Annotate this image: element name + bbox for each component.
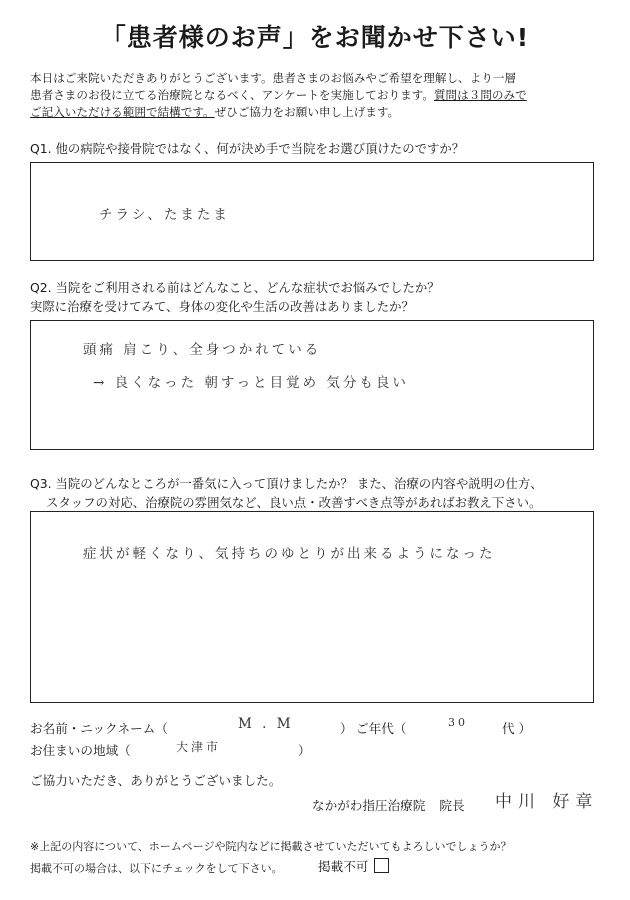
q2-answer-box[interactable] xyxy=(30,320,594,450)
area-label: お住まいの地域（ xyxy=(30,743,131,758)
q1-answer-box[interactable] xyxy=(30,162,594,261)
intro-line-3-underlined: ご記入いただける範囲で結構です。 xyxy=(30,105,215,119)
page-title: 「患者様のお声」をお聞かせ下さい! xyxy=(100,23,530,52)
intro-line-3-text: ぜひご協力をお願い申し上げます。 xyxy=(214,105,400,119)
q3-question-line-2: スタッフの対応、治療院の雰囲気など、良い点・改善すべき点等があればお教え下さい。 xyxy=(46,495,542,510)
q2-answer-line-2: → 良くなった 朝すっと目覚め 気分も良い xyxy=(93,375,409,391)
area-close: ） xyxy=(298,743,311,758)
intro-line-2 xyxy=(30,87,605,104)
intro-line-2-text: 患者さまのお役に立てる治療院となるべく、アンケートを実施しております。 xyxy=(30,88,434,102)
name-label: お名前・ニックネーム（ xyxy=(30,721,168,736)
intro-text xyxy=(30,70,605,121)
intro-line-2-underlined: 質問は３問のみで xyxy=(433,88,527,102)
q3-answer: 症状が軽くなり、気持ちのゆとりが出来るようになった xyxy=(83,546,496,562)
notice-line-2: 掲載不可の場合は、以下にチェックをして下さい。 xyxy=(30,862,283,875)
thanks-text: ご協力いただき、ありがとうございました。 xyxy=(30,773,282,788)
clinic-line xyxy=(312,795,465,814)
publish-opt-out-label: 掲載不可 xyxy=(318,859,369,874)
q2-question-line-1: Q2. 当院をご利用される前はどんなこと、どんな症状でお悩みでしたか？ xyxy=(30,280,440,295)
intro-line-1: 本日はご来院いただきありがとうございます。患者さまのお悩みやご希望を理解し、より一層 xyxy=(30,71,517,85)
area-row xyxy=(30,740,430,760)
name-age-row xyxy=(30,718,590,738)
q1-answer: チラシ、たまたま xyxy=(99,207,230,223)
q3-answer-box[interactable] xyxy=(30,511,594,703)
q3-question-line-1: Q3. 当院のどんなところが一番気に入って頂けましたか？ また、治療の内容や説明の仕方、 xyxy=(30,476,543,491)
publish-opt-out[interactable] xyxy=(318,856,389,875)
director-signature: 中川 好章 xyxy=(495,792,599,812)
name-value[interactable]: M . M xyxy=(238,716,294,732)
clinic-role: 院長 xyxy=(439,798,465,813)
q2-answer-line-1: 頭痛 肩こり、全身つかれている xyxy=(83,342,322,358)
intro-line-3 xyxy=(30,104,605,121)
publish-opt-out-checkbox[interactable] xyxy=(374,858,389,873)
name-close: ） xyxy=(340,721,353,736)
age-value[interactable]: 30 xyxy=(448,716,468,729)
clinic-name: なかがわ指圧治療院 xyxy=(312,798,426,813)
q2-question-line-2: 実際に治療を受けてみて、身体の変化や生活の改善はありましたか？ xyxy=(30,299,414,314)
age-suffix: 代 ） xyxy=(502,721,532,736)
q1-question: Q1. 他の病院や接骨院ではなく、何が決め手で当院をお選び頂けたのですか？ xyxy=(30,141,465,156)
age-label: ご年代（ xyxy=(356,721,407,736)
area-value[interactable]: 大津市 xyxy=(176,740,222,754)
notice-line-1: ※上記の内容について、ホームページや院内などに掲載させていただいてもよろしいでしょうか？ xyxy=(30,840,512,853)
